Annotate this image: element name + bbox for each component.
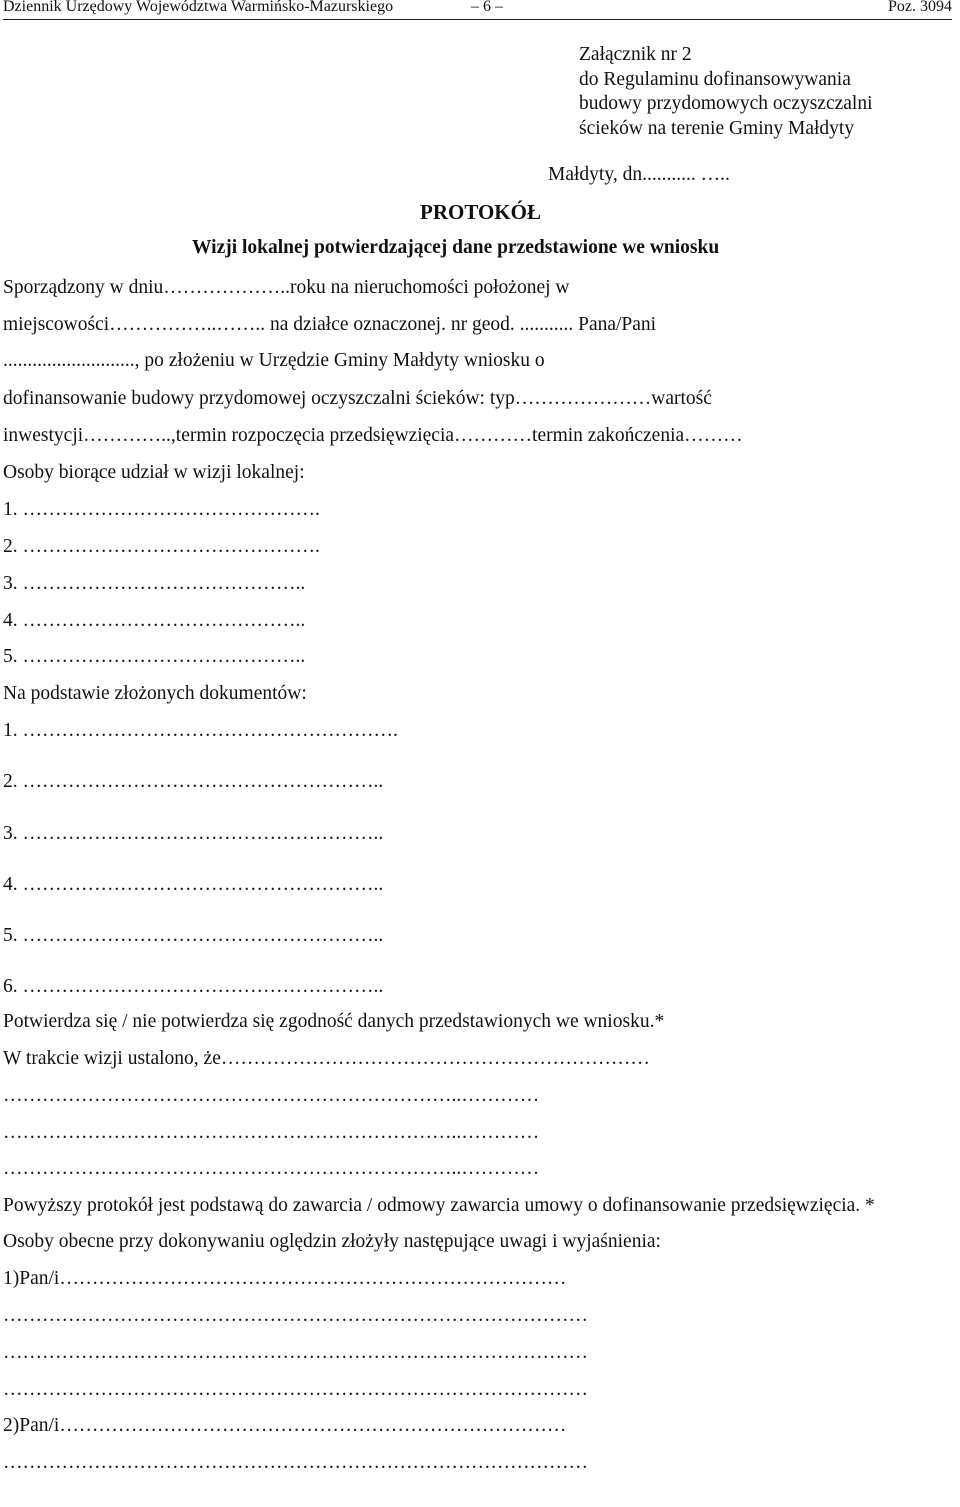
document-item: 4. ……………………………………………….. bbox=[3, 874, 384, 895]
header-rule bbox=[3, 19, 952, 20]
confirmation-statement: Potwierdza się / nie potwierdza się zgodność danych przedstawionych we wniosku.* bbox=[3, 1011, 665, 1032]
documents-heading: Na podstawie złożonych dokumentów: bbox=[3, 683, 307, 704]
findings-heading: W trakcie wizji ustalono, że………………………………………………………… bbox=[3, 1048, 650, 1069]
remark-line: ……………………………………………………………………………… bbox=[3, 1379, 588, 1400]
intro-line: Sporządzony w dniu………………..roku na nieruchomości położonej w bbox=[3, 277, 570, 298]
findings-line: ……………………………………………………………..………… bbox=[3, 1158, 540, 1179]
document-title: PROTOKÓŁ bbox=[420, 200, 541, 224]
document-item: 2. ……………………………………………….. bbox=[3, 771, 384, 792]
attachment-line: budowy przydomowych oczyszczalni bbox=[579, 93, 873, 114]
document-item: 3. ……………………………………………….. bbox=[3, 823, 384, 844]
findings-line: ……………………………………………………………..………… bbox=[3, 1085, 540, 1106]
remark-line: ……………………………………………………………………………… bbox=[3, 1305, 588, 1326]
intro-line: inwestycji…………..,termin rozpoczęcia przedsięwzięcia…………termin zakończenia……… bbox=[3, 425, 743, 446]
document-item: 1. …………………………………………………. bbox=[3, 720, 398, 741]
attachment-line: Załącznik nr 2 bbox=[579, 44, 692, 65]
participant-item: 5. …………………………………….. bbox=[3, 646, 306, 667]
participants-heading: Osoby biorące udział w wizji lokalnej: bbox=[3, 462, 305, 483]
remarks-heading: Osoby obecne przy dokonywaniu oględzin złożyły następujące uwagi i wyjaśnienia: bbox=[3, 1231, 661, 1252]
intro-line: miejscowości……………..…….. na działce oznaczonej. nr geod. ........... Pana/Pani bbox=[3, 314, 657, 335]
participant-item: 4. …………………………………….. bbox=[3, 610, 306, 631]
journal-title: Dziennik Urzędowy Województwa Warmińsko-Mazurskiego bbox=[3, 0, 394, 15]
attachment-note bbox=[579, 43, 873, 141]
intro-line: ..........................., po złożeniu w Urzędzie Gminy Małdyty wniosku o bbox=[3, 350, 545, 371]
page-header bbox=[3, 0, 952, 20]
remark-person-2: 2)Pan/i…………………………………………………………………… bbox=[3, 1415, 567, 1436]
attachment-line: do Regulaminu dofinansowywania bbox=[579, 68, 851, 90]
item-number: Poz. 3094 bbox=[888, 0, 952, 15]
document-subtitle: Wizji lokalnej potwierdzającej dane przedstawione we wniosku bbox=[192, 237, 720, 258]
remark-line: ……………………………………………………………………………… bbox=[3, 1452, 588, 1473]
remark-line: ……………………………………………………………………………… bbox=[3, 1342, 588, 1363]
basis-statement: Powyższy protokół jest podstawą do zawarcia / odmowy zawarcia umowy o dofinansowanie przedsięwzięcia. * bbox=[3, 1195, 875, 1216]
place-date: Małdyty, dn........... ….. bbox=[548, 164, 730, 185]
participant-item: 1. ………………………………………. bbox=[3, 499, 320, 520]
findings-line: ……………………………………………………………..………… bbox=[3, 1122, 540, 1143]
document-item: 5. ……………………………………………….. bbox=[3, 925, 384, 946]
participant-item: 2. ………………………………………. bbox=[3, 536, 320, 557]
document-item: 6. ……………………………………………….. bbox=[3, 976, 384, 997]
participant-item: 3. …………………………………….. bbox=[3, 573, 306, 594]
attachment-line: ścieków na terenie Gminy Małdyty bbox=[579, 117, 855, 139]
remark-person-1: 1)Pan/i…………………………………………………………………… bbox=[3, 1268, 567, 1289]
page-number: – 6 – bbox=[471, 0, 503, 15]
intro-line: dofinansowanie budowy przydomowej oczyszczalni ścieków: typ…………………wartość bbox=[3, 388, 712, 409]
